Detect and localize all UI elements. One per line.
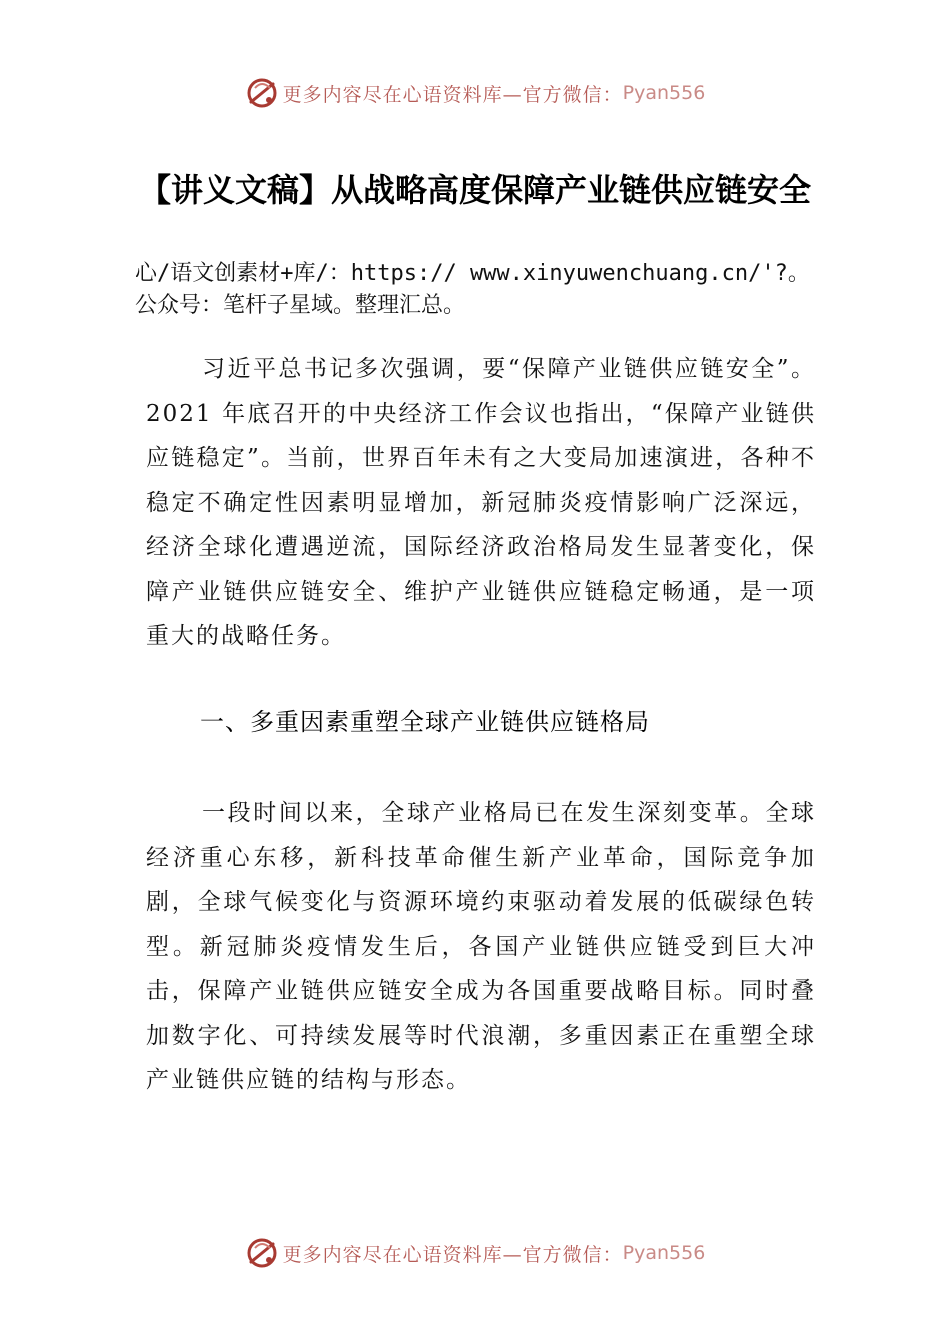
banner-text: 更多内容尽在心语资料库—官方微信： <box>282 1243 623 1266</box>
document-title: 【讲义文稿】从战略高度保障产业链供应链安全 <box>138 171 811 209</box>
header-watermark-banner <box>0 73 950 113</box>
brand-logo-icon <box>245 1236 279 1270</box>
banner-wechat-id: Pyan556 <box>622 1242 706 1264</box>
banner-text: 更多内容尽在心语资料库—官方微信： <box>282 83 623 106</box>
paragraph-section-one: 一段时间以来，全球产业格局已在发生深刻变革。全球经济重心东移，新科技革命催生新产业革命，国际竞争加剧，全球气候变化与资源环境约束驱动着发展的低碳绿色转型。新冠肺炎疫情发生后，各国产业链供应链受到巨大冲击，保障产业链供应链安全成为各国重要战略目标。同时叠加数字化、可持续发展等时代浪潮，多重因素正在重塑全球产业链供应链的结构与形态。 <box>146 800 816 1093</box>
footer-watermark-banner <box>0 1233 950 1273</box>
banner-wechat-id: Pyan556 <box>622 82 706 104</box>
paragraph-intro: 习近平总书记多次强调，要“保障产业链供应链安全”。2021 年底召开的中央经济工作会议也指出，“保障产业链供应链稳定”。当前，世界百年未有之大变局加速演进，各种不稳定不确定性因素明显增加，新冠肺炎疫情影响广泛深远，经济全球化遭遇逆流，国际经济政治格局发生显著变化，保障产业链供应链安全、维护产业链供应链稳定畅通，是一项重大的战略任务。 <box>146 356 816 649</box>
brand-logo-icon <box>245 76 279 110</box>
source-line: 心/语文创素材+库/：https:// www.xinyuwenchuang.cn/'?。公众号：笔杆子星域。整理汇总。 <box>135 261 810 318</box>
section-heading: 一、多重因素重塑全球产业链供应链格局 <box>200 708 650 736</box>
